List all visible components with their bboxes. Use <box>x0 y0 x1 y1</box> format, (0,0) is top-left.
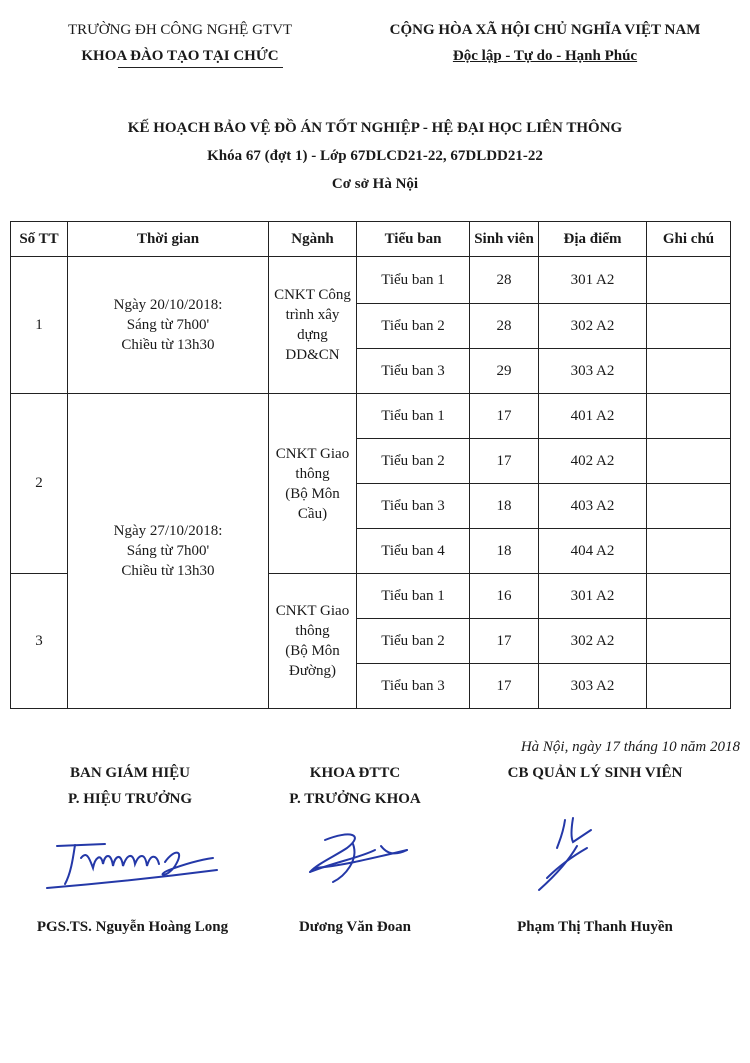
signer-name: PGS.TS. Nguyễn Hoàng Long <box>36 919 229 935</box>
signature-image <box>295 820 435 895</box>
date-line: Hà Nội, ngày 17 tháng 10 năm 2018 <box>520 739 740 755</box>
time-line: Ngày 27/10/2018: <box>113 523 223 539</box>
major-cell <box>269 394 357 574</box>
time-cell <box>68 257 269 394</box>
students-cell: 17 <box>470 394 539 439</box>
room-cell: 301 A2 <box>539 574 647 619</box>
major-line: (Bộ Môn <box>285 485 340 502</box>
signature-block <box>470 760 720 786</box>
room-cell: 404 A2 <box>539 529 647 574</box>
students-cell: 28 <box>470 304 539 349</box>
time-line: Sáng từ 7h00' <box>126 543 210 559</box>
students-cell: 17 <box>470 439 539 484</box>
students-cell: 29 <box>470 349 539 394</box>
students-cell: 17 <box>470 619 539 664</box>
university-name: TRƯỜNG ĐH CÔNG NGHỆ GTVT <box>67 22 293 38</box>
note-cell <box>647 349 731 394</box>
students-cell: 18 <box>470 529 539 574</box>
major-line: trình xây <box>285 307 340 323</box>
signer-title: KHOA ĐTTC <box>309 765 401 781</box>
col-header-students: Sinh viên <box>470 222 539 257</box>
note-cell <box>647 529 731 574</box>
signer-position: P. TRƯỞNG KHOA <box>289 791 421 807</box>
board-cell: Tiểu ban 3 <box>357 484 470 529</box>
note-cell <box>647 304 731 349</box>
signer-title: BAN GIÁM HIỆU <box>69 765 190 781</box>
major-line: thông <box>295 465 330 482</box>
note-cell <box>647 619 731 664</box>
col-header-stt: Số TT <box>11 222 68 257</box>
major-line: DD&CN <box>285 347 340 363</box>
motto: Độc lập - Tự do - Hạnh Phúc <box>452 48 638 64</box>
board-cell: Tiểu ban 3 <box>357 349 470 394</box>
major-line: Đường) <box>289 663 336 679</box>
note-cell <box>647 484 731 529</box>
major-line: Cầu) <box>297 505 328 522</box>
students-cell: 16 <box>470 574 539 619</box>
room-cell: 303 A2 <box>539 664 647 709</box>
note-cell <box>647 664 731 709</box>
col-header-note: Ghi chú <box>647 222 731 257</box>
col-header-board: Tiểu ban <box>357 222 470 257</box>
major-line: thông <box>295 623 330 639</box>
note-cell <box>647 439 731 484</box>
note-cell <box>647 257 731 304</box>
document-title: KẾ HOẠCH BẢO VỆ ĐỒ ÁN TỐT NGHIỆP - HỆ ĐẠI HỌC LIÊN THÔNG <box>127 120 623 136</box>
major-cell <box>269 257 357 394</box>
republic-title: CỘNG HÒA XÃ HỘI CHỦ NGHĨA VIỆT NAM <box>389 22 701 38</box>
board-cell: Tiểu ban 2 <box>357 439 470 484</box>
stt-cell: 3 <box>11 574 68 709</box>
major-line: dựng <box>297 327 328 343</box>
room-cell: 303 A2 <box>539 349 647 394</box>
signature-block <box>30 760 230 812</box>
board-cell: Tiểu ban 1 <box>357 574 470 619</box>
major-line: CNKT Công <box>274 287 351 303</box>
board-cell: Tiểu ban 2 <box>357 304 470 349</box>
table-header-row <box>11 222 731 257</box>
room-cell: 403 A2 <box>539 484 647 529</box>
room-cell: 401 A2 <box>539 394 647 439</box>
board-cell: Tiểu ban 1 <box>357 257 470 304</box>
room-cell: 302 A2 <box>539 619 647 664</box>
major-line: CNKT Giao <box>275 445 350 462</box>
signature-image <box>525 808 635 903</box>
schedule-table <box>10 221 731 709</box>
col-header-major: Ngành <box>269 222 357 257</box>
major-cell <box>269 574 357 709</box>
students-cell: 28 <box>470 257 539 304</box>
signer-position: P. HIỆU TRƯỞNG <box>67 791 193 807</box>
board-cell: Tiểu ban 3 <box>357 664 470 709</box>
note-cell <box>647 394 731 439</box>
board-cell: Tiểu ban 4 <box>357 529 470 574</box>
time-line: Chiều từ 13h30 <box>121 563 215 579</box>
students-cell: 18 <box>470 484 539 529</box>
table-row <box>11 394 731 439</box>
time-line: Chiều từ 13h30 <box>121 337 215 353</box>
col-header-time: Thời gian <box>68 222 269 257</box>
signature-block <box>255 760 455 812</box>
signer-title: CB QUẢN LÝ SINH VIÊN <box>507 765 683 781</box>
major-line: CNKT Giao <box>275 603 350 619</box>
signature-image <box>35 818 225 898</box>
time-line: Ngày 20/10/2018: <box>113 297 223 313</box>
document-subtitle: Khóa 67 (đợt 1) - Lớp 67DLCD21-22, 67DLDD21-22 <box>207 148 543 164</box>
students-cell: 17 <box>470 664 539 709</box>
signer-name: Phạm Thị Thanh Huyền <box>517 919 673 935</box>
signer-name: Dương Văn Đoan <box>298 919 412 935</box>
board-cell: Tiểu ban 1 <box>357 394 470 439</box>
room-cell: 302 A2 <box>539 304 647 349</box>
table-row <box>11 257 731 304</box>
room-cell: 301 A2 <box>539 257 647 304</box>
stt-cell: 1 <box>11 257 68 394</box>
board-cell: Tiểu ban 2 <box>357 619 470 664</box>
campus-line: Cơ sở Hà Nội <box>331 176 419 192</box>
note-cell <box>647 574 731 619</box>
faculty-underline <box>118 67 283 68</box>
faculty-name: KHOA ĐÀO TẠO TẠI CHỨC <box>81 48 279 64</box>
room-cell: 402 A2 <box>539 439 647 484</box>
major-line: (Bộ Môn <box>285 643 340 659</box>
time-cell <box>68 394 269 709</box>
time-line: Sáng từ 7h00' <box>126 317 210 333</box>
col-header-room: Địa điểm <box>539 222 647 257</box>
stt-cell: 2 <box>11 394 68 574</box>
